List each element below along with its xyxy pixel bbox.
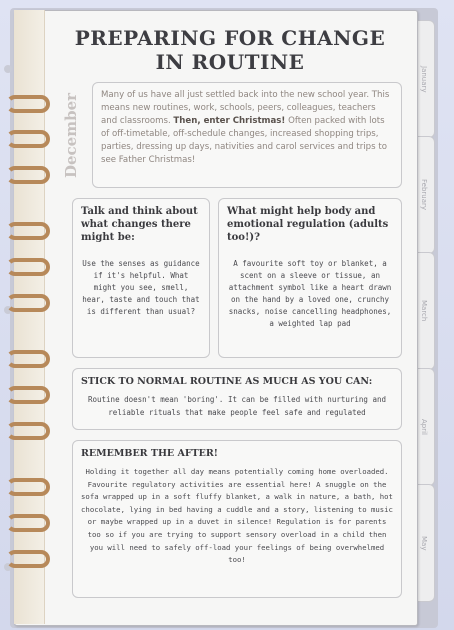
binder-ring — [6, 294, 50, 312]
binder-ring — [6, 550, 50, 568]
binder-ring — [6, 95, 50, 113]
tab-label: March — [420, 300, 428, 322]
routine-box — [72, 368, 402, 430]
talk-body: Use the senses as guidance if it's helpful. What might you see, smell, hear, taste and touch that is different than usual? — [82, 259, 200, 316]
binder-ring — [6, 422, 50, 440]
help-heading: What might help body and emotional regulation (adults too!)? — [227, 206, 389, 243]
tab-label: February — [420, 179, 428, 211]
binder-ring — [6, 258, 50, 276]
binder-ring — [6, 386, 50, 404]
punch-hole — [4, 65, 12, 73]
month-label: December — [62, 92, 80, 178]
intro-box — [92, 82, 402, 188]
binder-ring — [6, 166, 50, 184]
talk-heading: Talk and think about what changes there might be: — [81, 206, 198, 243]
after-body: Holding it together all day means potentially coming home overloaded. Favourite regulatory activities are essential here! A snuggle on the sofa wrapped up in a soft fluffy blanket, a walk in nature, a bath, hot chocolate, lying in bed having a cuddle and a story, listening to music or maybe wrapped up in a duvet in silence! Regulation is for parents too so if you are trying to support sensory overload in a child then you will need to safely off-load your feelings of being overwhelmed too! — [81, 467, 393, 565]
intro-text: Many of us have all just settled back into the new school year. This means new routines, work, schools, peers, colleagues, teachers and classrooms. — [101, 90, 390, 126]
routine-heading: STICK TO NORMAL ROUTINE AS MUCH AS YOU CAN: — [81, 376, 373, 387]
binder-ring — [6, 130, 50, 148]
routine-body: Routine doesn't mean 'boring'. It can be filled with nurturing and reliable rituals that make people feel safe and regulated — [87, 395, 386, 417]
binder-ring — [6, 350, 50, 368]
after-box — [72, 440, 402, 598]
intro-text-after: Often packed with lots of off-timetable, off-schedule changes, increased shopping trips, parties, dressing up days, nativities and carol services and trips to see Father Christmas! — [101, 116, 387, 165]
page-title: PREPARING FOR CHANGE IN ROUTINE — [74, 26, 386, 74]
binder-ring — [6, 514, 50, 532]
talk-box — [72, 198, 210, 358]
binder-ring — [6, 222, 50, 240]
help-box — [218, 198, 402, 358]
help-body: A favourite soft toy or blanket, a scent on a sleeve or tissue, an attachment symbol like a heart drawn on the hand by a loved one, crunchy snacks, noise cancelling headphones, a weighted lap pad — [228, 259, 392, 328]
tab-label: May — [420, 535, 428, 551]
tab-label: April — [420, 419, 428, 435]
binder-ring — [6, 478, 50, 496]
intro-emphasis: Then, enter Christmas! — [173, 116, 286, 126]
after-heading: REMEMBER THE AFTER! — [81, 448, 218, 459]
tab-label: January — [420, 65, 428, 93]
